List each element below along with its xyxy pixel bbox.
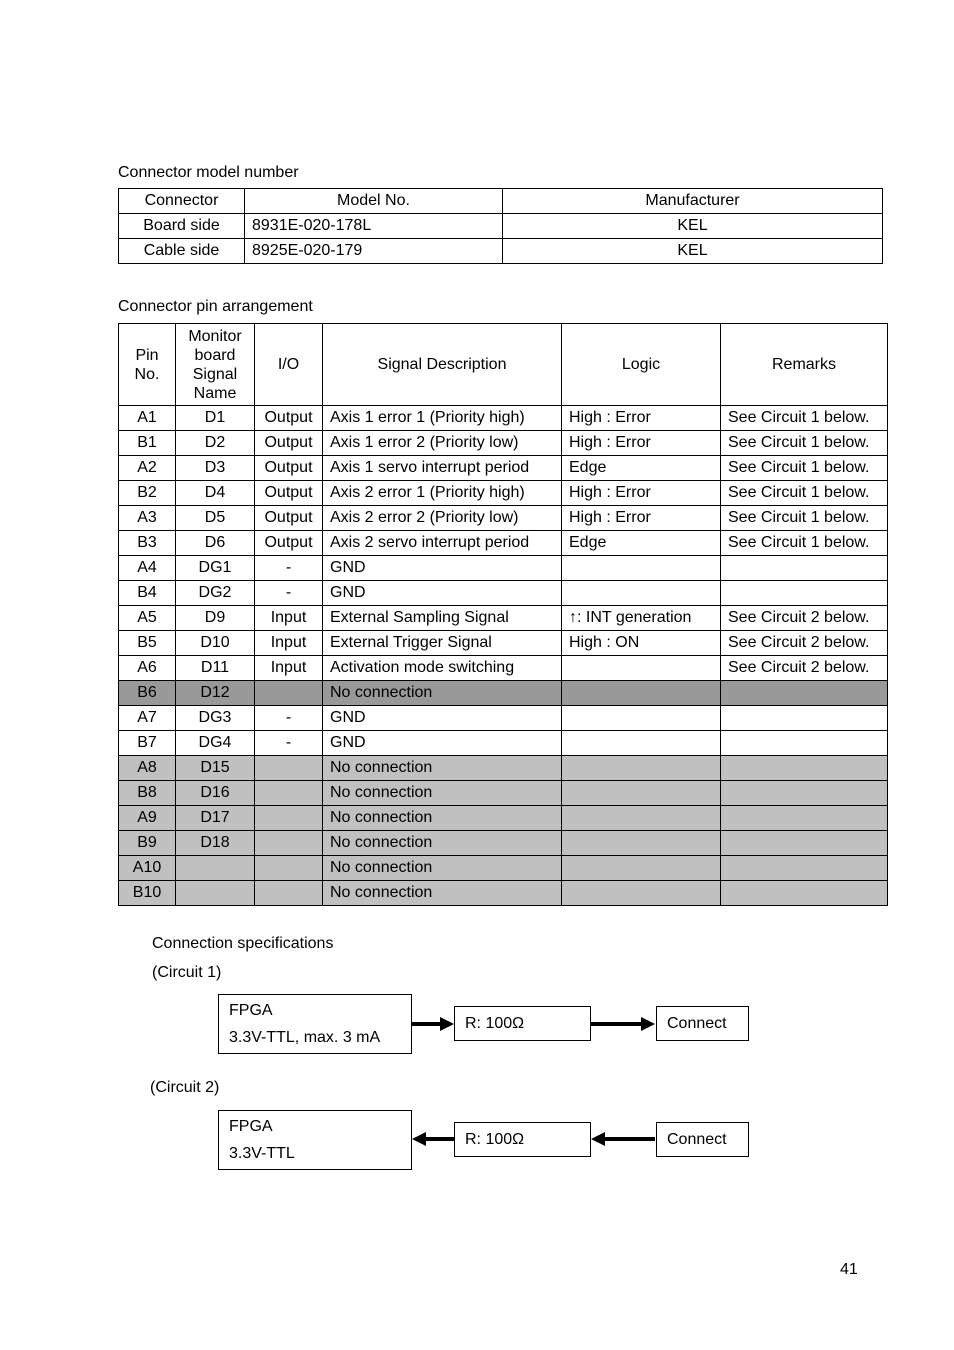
circuit2-resistor-box [454,1122,591,1157]
logic-cell: High : Error [562,406,721,431]
table-row [119,531,888,556]
description-cell: Axis 2 error 2 (Priority low) [323,506,562,531]
io-cell [255,831,323,856]
resistor-label: R: 100Ω [465,1131,525,1148]
logic-cell: High : ON [562,631,721,656]
table-row [119,831,888,856]
io-cell: Output [255,456,323,481]
description-cell: No connection [323,881,562,906]
pin-no-cell: B2 [119,481,176,506]
column-header: Model No. [245,189,503,214]
description-cell: Axis 2 servo interrupt period [323,531,562,556]
remarks-cell [721,781,888,806]
description-cell: GND [323,731,562,756]
signal-name-cell: D6 [176,531,255,556]
remarks-cell [721,831,888,856]
pin-no-cell: A4 [119,556,176,581]
table-cell: Board side [119,214,245,239]
page-number: 41 [840,1261,858,1278]
io-cell: - [255,581,323,606]
signal-name-cell: D17 [176,806,255,831]
pin-no-cell: A5 [119,606,176,631]
logic-cell [562,806,721,831]
description-cell: GND [323,581,562,606]
signal-name-cell: DG3 [176,706,255,731]
description-cell: External Sampling Signal [323,606,562,631]
table-row [119,406,888,431]
description-cell: No connection [323,831,562,856]
pin-no-cell: A1 [119,406,176,431]
column-header-io: I/O [255,324,323,406]
remarks-cell: See Circuit 1 below. [721,481,888,506]
io-cell [255,681,323,706]
table-row [119,806,888,831]
pin-no-cell: A10 [119,856,176,881]
table-row [119,581,888,606]
column-header: Connector [119,189,245,214]
table-row [119,481,888,506]
logic-cell: ↑: INT generation [562,606,721,631]
logic-cell [562,781,721,806]
signal-name-cell: D15 [176,756,255,781]
pin-no-cell: A7 [119,706,176,731]
description-cell: External Trigger Signal [323,631,562,656]
table-row [119,631,888,656]
connection-caption: Connection specifications [152,935,334,952]
logic-cell [562,756,721,781]
remarks-cell: See Circuit 1 below. [721,406,888,431]
io-cell: Output [255,431,323,456]
logic-cell [562,581,721,606]
remarks-cell [721,806,888,831]
remarks-cell [721,756,888,781]
column-header: Manufacturer [503,189,883,214]
table-row [119,881,888,906]
table-row [119,856,888,881]
io-cell: Output [255,481,323,506]
io-cell: - [255,556,323,581]
connect-label: Connect [667,1015,727,1032]
signal-name-cell: D18 [176,831,255,856]
table-cell: KEL [503,214,883,239]
connector-model-table [118,188,883,264]
logic-cell: High : Error [562,481,721,506]
pin-no-cell: A8 [119,756,176,781]
remarks-cell [721,556,888,581]
description-cell: No connection [323,856,562,881]
pin-arrangement-table [118,323,888,906]
remarks-cell [721,881,888,906]
circuit1-resistor-box [454,1006,591,1041]
fpga-label: FPGA [229,1002,273,1019]
pin-table-caption: Connector pin arrangement [118,298,313,315]
model-table-caption: Connector model number [118,164,299,181]
signal-name-cell: DG4 [176,731,255,756]
fpga-label: FPGA [229,1118,273,1135]
io-cell: Output [255,406,323,431]
signal-name-cell: D1 [176,406,255,431]
fpga-spec: 3.3V-TTL [229,1145,295,1162]
table-cell: 8931E-020-178L [245,214,503,239]
description-cell: Axis 1 servo interrupt period [323,456,562,481]
remarks-cell: See Circuit 2 below. [721,631,888,656]
table-row [119,656,888,681]
remarks-cell: See Circuit 1 below. [721,456,888,481]
remarks-cell: See Circuit 1 below. [721,431,888,456]
circuit2-arrow-left-icon [412,1129,456,1149]
pin-no-cell: A3 [119,506,176,531]
io-cell: Input [255,606,323,631]
circuit1-label: (Circuit 1) [152,964,222,981]
io-cell [255,756,323,781]
signal-name-cell: DG2 [176,581,255,606]
table-row [119,214,883,239]
pin-no-cell: B10 [119,881,176,906]
circuit1-arrow-right-icon-2 [591,1014,657,1034]
pin-no-cell: A9 [119,806,176,831]
signal-name-cell [176,881,255,906]
description-cell: No connection [323,681,562,706]
remarks-cell: See Circuit 2 below. [721,656,888,681]
pin-no-cell: B9 [119,831,176,856]
table-cell: KEL [503,239,883,264]
table-row [119,681,888,706]
pin-no-cell: B4 [119,581,176,606]
signal-name-cell: D11 [176,656,255,681]
io-cell: - [255,706,323,731]
logic-cell [562,881,721,906]
io-cell [255,806,323,831]
table-row [119,456,888,481]
signal-name-cell: D2 [176,431,255,456]
pin-no-cell: B8 [119,781,176,806]
io-cell: Input [255,631,323,656]
fpga-spec: 3.3V-TTL, max. 3 mA [229,1029,381,1046]
remarks-cell: See Circuit 2 below. [721,606,888,631]
table-row [119,706,888,731]
pin-no-cell: B1 [119,431,176,456]
table-row [119,606,888,631]
circuit2-arrow-left-icon-2 [591,1129,657,1149]
remarks-cell [721,681,888,706]
remarks-cell [721,706,888,731]
signal-name-cell: D5 [176,506,255,531]
pin-no-cell: B3 [119,531,176,556]
description-cell: Axis 1 error 1 (Priority high) [323,406,562,431]
table-row [119,781,888,806]
description-cell: No connection [323,756,562,781]
logic-cell [562,831,721,856]
table-row [119,431,888,456]
signal-name-cell [176,856,255,881]
io-cell [255,856,323,881]
description-cell: Activation mode switching [323,656,562,681]
column-header-logic: Logic [562,324,721,406]
resistor-label: R: 100Ω [465,1015,525,1032]
logic-cell [562,656,721,681]
remarks-cell [721,856,888,881]
signal-name-cell: D16 [176,781,255,806]
description-cell: Axis 1 error 2 (Priority low) [323,431,562,456]
column-header-signal-name: Monitor board Signal Name [176,324,255,406]
description-cell: No connection [323,806,562,831]
table-row [119,731,888,756]
logic-cell: High : Error [562,431,721,456]
table-header-row [119,324,888,406]
pin-no-cell: B7 [119,731,176,756]
table-header-row [119,189,883,214]
table-row [119,239,883,264]
description-cell: GND [323,706,562,731]
logic-cell: Edge [562,456,721,481]
io-cell: Input [255,656,323,681]
pin-no-cell: A2 [119,456,176,481]
io-cell: Output [255,506,323,531]
circuit2-connect-box [656,1122,749,1157]
circuit1-connect-box [656,1006,749,1041]
remarks-cell: See Circuit 1 below. [721,531,888,556]
signal-name-cell: D10 [176,631,255,656]
table-row [119,756,888,781]
description-cell: No connection [323,781,562,806]
pin-no-cell: A6 [119,656,176,681]
logic-cell [562,556,721,581]
description-cell: Axis 2 error 1 (Priority high) [323,481,562,506]
column-header-pin-no: Pin No. [119,324,176,406]
circuit1-fpga-box [218,994,412,1054]
remarks-cell: See Circuit 1 below. [721,506,888,531]
logic-cell: Edge [562,531,721,556]
remarks-cell [721,581,888,606]
logic-cell [562,681,721,706]
column-header-description: Signal Description [323,324,562,406]
pin-no-cell: B6 [119,681,176,706]
logic-cell [562,706,721,731]
io-cell [255,781,323,806]
io-cell: Output [255,531,323,556]
column-header-remarks: Remarks [721,324,888,406]
signal-name-cell: DG1 [176,556,255,581]
description-cell: GND [323,556,562,581]
remarks-cell [721,731,888,756]
logic-cell: High : Error [562,506,721,531]
io-cell: - [255,731,323,756]
signal-name-cell: D3 [176,456,255,481]
logic-cell [562,856,721,881]
circuit1-arrow-right-icon [412,1014,456,1034]
table-cell: 8925E-020-179 [245,239,503,264]
pin-no-cell: B5 [119,631,176,656]
signal-name-cell: D4 [176,481,255,506]
circuit2-label: (Circuit 2) [150,1079,220,1096]
table-cell: Cable side [119,239,245,264]
signal-name-cell: D9 [176,606,255,631]
signal-name-cell: D12 [176,681,255,706]
connect-label: Connect [667,1131,727,1148]
io-cell [255,881,323,906]
table-row [119,556,888,581]
logic-cell [562,731,721,756]
circuit2-fpga-box [218,1110,412,1170]
table-row [119,506,888,531]
